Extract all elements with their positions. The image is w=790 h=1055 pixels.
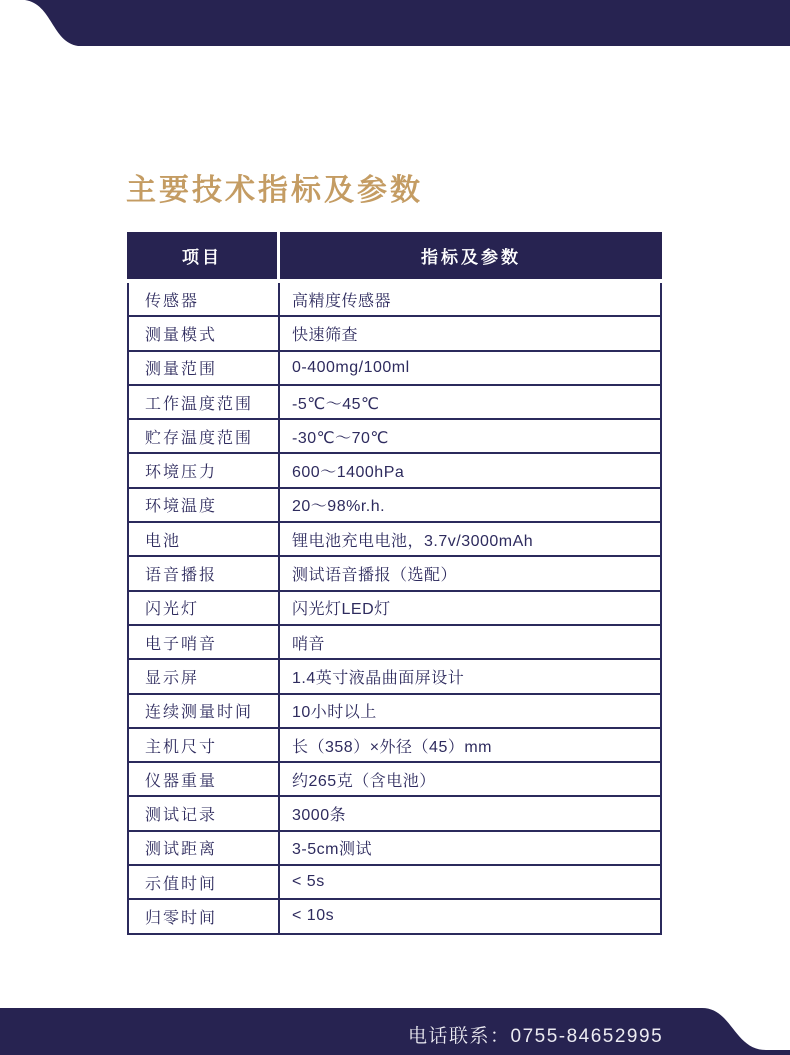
table-row	[127, 866, 662, 900]
spec-label-cell: 环境温度	[127, 489, 280, 523]
spec-table	[127, 232, 662, 935]
spec-label-cell: 电子哨音	[127, 626, 280, 660]
table-row	[127, 832, 662, 866]
spec-value-cell: 1.4英寸液晶曲面屏设计	[280, 660, 662, 694]
spec-value-cell: -5℃～45℃	[280, 386, 662, 420]
spec-value-cell: 3-5cm测试	[280, 832, 662, 866]
top-corner-ribbon	[0, 0, 790, 50]
spec-value-cell: 哨音	[280, 626, 662, 660]
page-title: 主要技术指标及参数	[126, 174, 423, 207]
spec-label-cell: 测试记录	[127, 797, 280, 831]
table-row	[127, 386, 662, 420]
table-row	[127, 420, 662, 454]
table-row	[127, 557, 662, 591]
spec-value-cell: 长（358）×外径（45）mm	[280, 729, 662, 763]
table-row	[127, 489, 662, 523]
table-row	[127, 352, 662, 386]
spec-label-cell: 主机尺寸	[127, 729, 280, 763]
table-row	[127, 592, 662, 626]
spec-value-cell: < 10s	[280, 900, 662, 934]
header-row	[127, 232, 662, 283]
spec-value-cell: 600～1400hPa	[280, 454, 662, 488]
spec-label-cell: 环境压力	[127, 454, 280, 488]
spec-value-cell: 高精度传感器	[280, 283, 662, 317]
spec-value-cell: 锂电池充电电池，3.7v/3000mAh	[280, 523, 662, 557]
spec-label-cell: 归零时间	[127, 900, 280, 934]
spec-label-cell: 工作温度范围	[127, 386, 280, 420]
spec-value-cell: 测试语音播报（选配）	[280, 557, 662, 591]
table-row	[127, 900, 662, 934]
table-row	[127, 523, 662, 557]
spec-value-cell: < 5s	[280, 866, 662, 900]
spec-label-cell: 示值时间	[127, 866, 280, 900]
spec-label-cell: 连续测量时间	[127, 695, 280, 729]
spec-label-cell: 电池	[127, 523, 280, 557]
table-row	[127, 317, 662, 351]
spec-value-cell: 0-400mg/100ml	[280, 352, 662, 386]
table-row	[127, 729, 662, 763]
spec-value-cell: 3000条	[280, 797, 662, 831]
spec-label-cell: 贮存温度范围	[127, 420, 280, 454]
table-row	[127, 626, 662, 660]
footer-phone: 电话联系：0755-84652995	[408, 1026, 664, 1047]
header-cell-params: 指标及参数	[280, 232, 662, 283]
spec-label-cell: 语音播报	[127, 557, 280, 591]
spec-label-cell: 测量范围	[127, 352, 280, 386]
spec-value-cell: 闪光灯LED灯	[280, 592, 662, 626]
spec-value-cell: -30℃～70℃	[280, 420, 662, 454]
table-row	[127, 283, 662, 317]
table-row	[127, 695, 662, 729]
table-row	[127, 797, 662, 831]
header-cell-item: 项目	[127, 232, 280, 283]
spec-label-cell: 显示屏	[127, 660, 280, 694]
spec-label-cell: 测试距离	[127, 832, 280, 866]
table-row	[127, 763, 662, 797]
spec-label-cell: 闪光灯	[127, 592, 280, 626]
spec-value-cell: 快速筛查	[280, 317, 662, 351]
spec-value-cell: 约265克（含电池）	[280, 763, 662, 797]
table-row	[127, 454, 662, 488]
spec-table-header	[127, 232, 662, 283]
spec-table-body	[127, 283, 662, 935]
table-row	[127, 660, 662, 694]
spec-label-cell: 测量模式	[127, 317, 280, 351]
spec-label-cell: 传感器	[127, 283, 280, 317]
spec-label-cell: 仪器重量	[127, 763, 280, 797]
bottom-corner-ribbon	[0, 1005, 790, 1055]
spec-value-cell: 10小时以上	[280, 695, 662, 729]
spec-value-cell: 20～98%r.h.	[280, 489, 662, 523]
